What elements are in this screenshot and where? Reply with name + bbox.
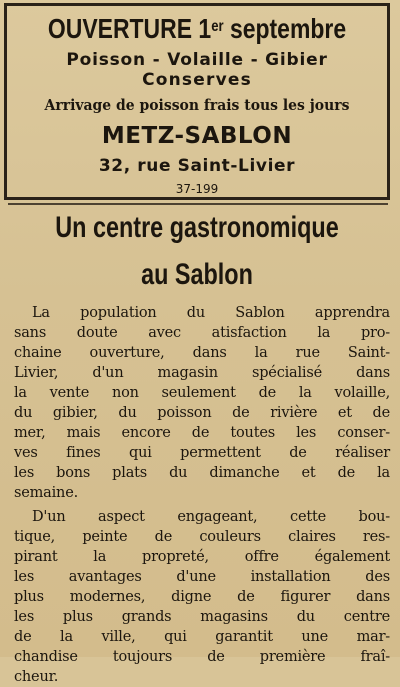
article-separator xyxy=(8,203,388,205)
ad-address: 32, rue Saint-Livier xyxy=(98,156,296,176)
ad-phone: 37-199 xyxy=(175,182,219,196)
article-line: plus modernes, digne de figurer dans xyxy=(14,589,390,605)
article-line: la vente non seulement de la volaille, xyxy=(14,385,390,401)
article-line: Livier, d'un magasin spécialisé dans xyxy=(14,365,390,381)
article-line: La population du Sablon apprendra xyxy=(32,305,390,321)
ad-arrivage: Arrivage de poisson frais tous les jours xyxy=(44,96,350,114)
ad-conserves: Conserves xyxy=(142,70,252,90)
article-title-line1: Un centre gastronomique xyxy=(55,211,339,244)
article-line: chandise toujours de première fraî- xyxy=(14,649,390,665)
article-line: les avantages d'une installation des xyxy=(14,569,390,585)
article-line: de la ville, qui garantit une mar- xyxy=(14,629,390,645)
article-line: D'un aspect engageant, cette bou- xyxy=(32,509,390,525)
article-line: chaine ouverture, dans la rue Saint- xyxy=(14,345,390,361)
article-line: les plus grands magasins du centre xyxy=(14,609,390,625)
article-line: semaine. xyxy=(14,485,78,501)
article-line: mer, mais encore de toutes les conser- xyxy=(14,425,390,441)
article-line: cheur. xyxy=(14,669,59,685)
article-line: les bons plats du dimanche et de la xyxy=(14,465,390,481)
ad-shop-name: METZ-SABLON xyxy=(101,123,293,149)
article-line: pirant la propreté, offre également xyxy=(14,549,390,565)
article-line: ves fines qui permettent de réaliser xyxy=(14,445,390,461)
article-title-line2: au Sablon xyxy=(141,258,253,291)
article-line: tique, peinte de couleurs claires res- xyxy=(14,529,390,545)
ad-products: Poisson - Volaille - Gibier xyxy=(66,50,328,70)
article-line: du gibier, du poisson de rivière et de xyxy=(14,405,390,421)
ad-heading: OUVERTURE 1er septembre xyxy=(47,13,347,44)
advertisement xyxy=(6,6,388,199)
article-line: sans doute avec atisfaction la pro- xyxy=(14,325,390,341)
